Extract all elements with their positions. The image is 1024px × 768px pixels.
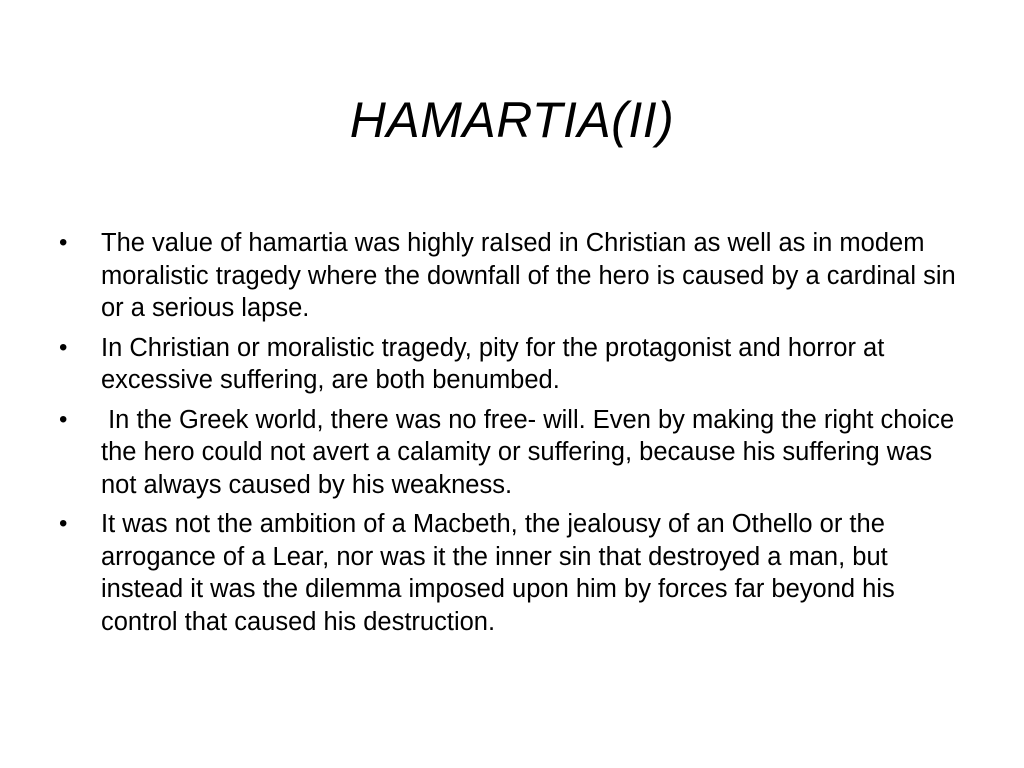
bullet-icon: • [59,405,68,433]
bullet-text: In Christian or moralistic tragedy, pity for the protagonist and horror at excessive suffering, are both benumbed. [101,333,885,394]
bullet-item [58,332,958,397]
bullet-item [58,404,962,502]
bullet-text: The value of hamartia was highly raIsed in Christian as well as in modem moralistic tragedy where the downfall of the hero is caused by a cardinal sin or a serious lapse. [101,229,956,322]
bullet-icon: • [59,229,68,256]
bullet-text: In the Greek world, there was no free- will. Even by making the right choice the hero could not avert a calamity or suffering, because his suffering was not always caused by his weakness. [101,405,962,499]
bullet-list [58,227,962,645]
bullet-text: It was not the ambition of a Macbeth, the jealousy of an Othello or the arrogance of a Lear, nor was it the inner sin that destroyed a man, but instead it was the dilemma imposed upon him by forces far beyond his control that caused his destruction. [101,510,895,636]
slide-title: HAMARTIA(II) [349,92,675,148]
bullet-item [58,227,958,325]
bullet-icon: • [59,333,68,361]
bullet-item [58,508,958,638]
bullet-icon: • [59,510,68,537]
